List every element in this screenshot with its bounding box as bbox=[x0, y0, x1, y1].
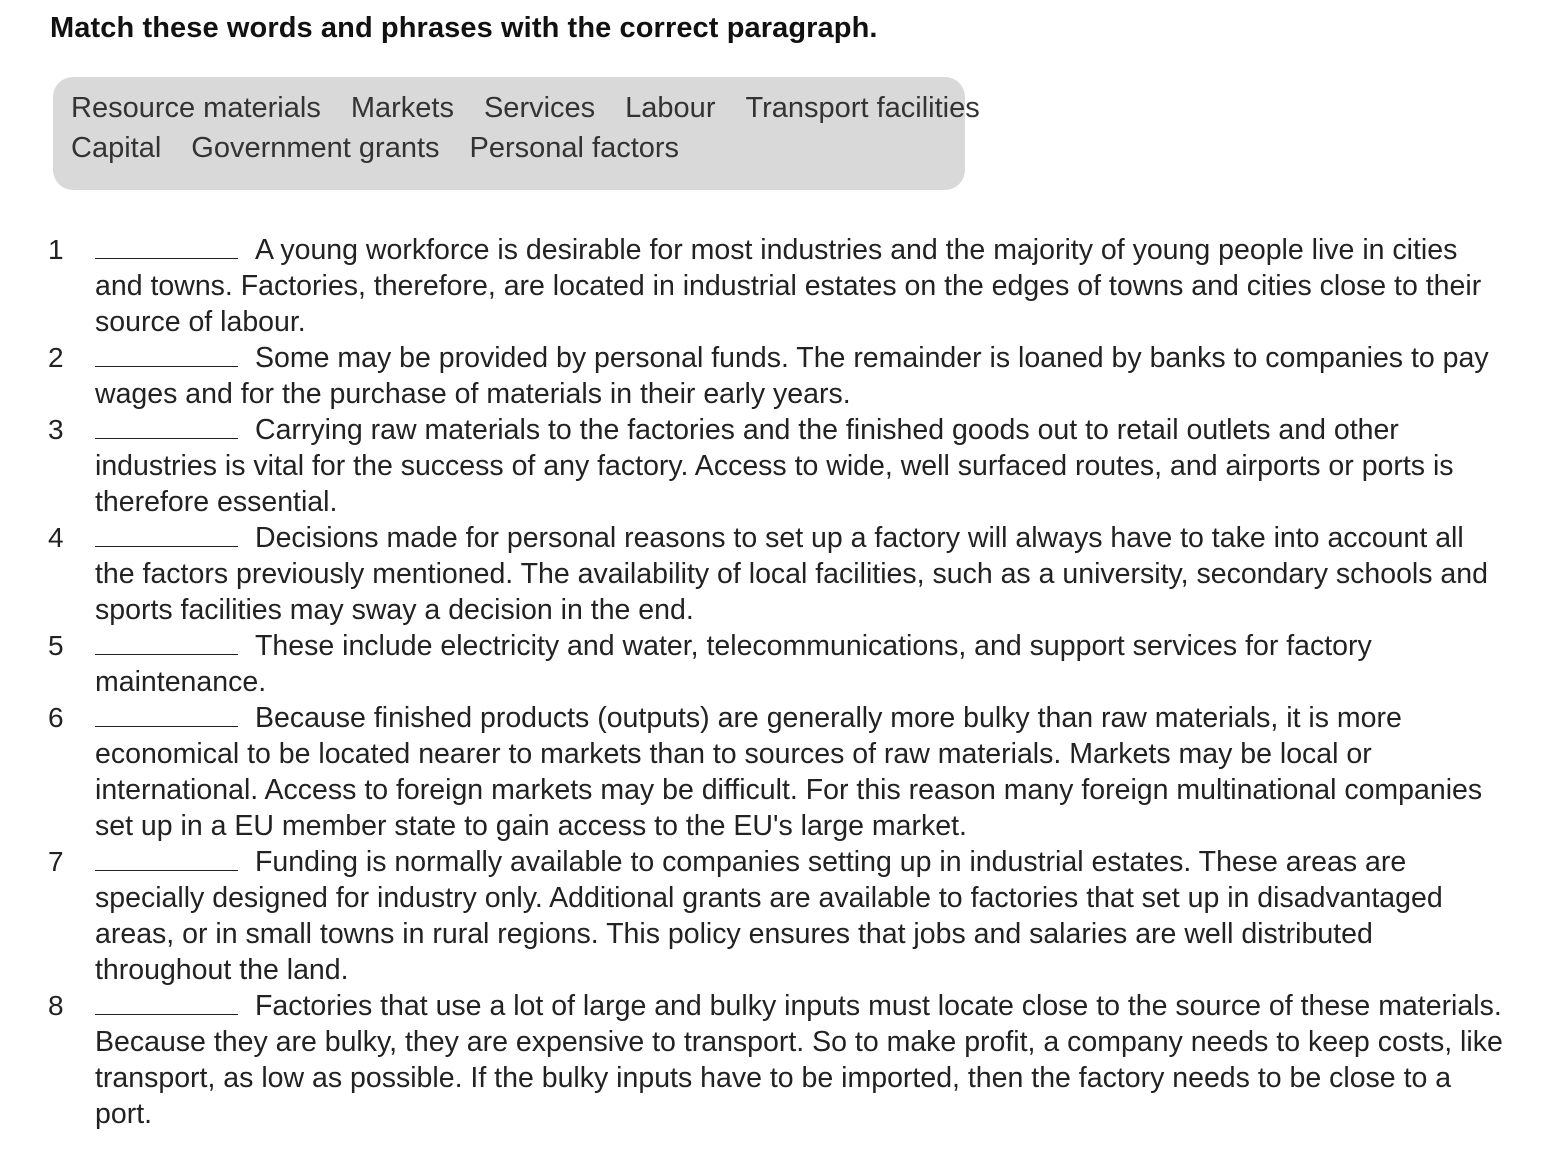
paragraph-list bbox=[0, 232, 1548, 1132]
item-number: 1 bbox=[48, 234, 64, 265]
answer-blank[interactable] bbox=[95, 994, 238, 1015]
word-markets: Markets bbox=[350, 92, 454, 124]
word-bank-row-2 bbox=[71, 128, 947, 168]
paragraph-text: Factories that use a lot of large and bulky inputs must locate close to the source of these materials. Because they are bulky, they are expensive to transport. So to make profit, a company needs to keep costs, like transport, as low as possible. If the bulky inputs have to be imported, then the factory needs to be close to a port. bbox=[95, 990, 1503, 1130]
instruction-heading: Match these words and phrases with the correct paragraph. bbox=[50, 12, 878, 44]
paragraph-text: Some may be provided by personal funds. The remainder is loaned by banks to companies to pay wages and for the purchase of materials in their early years. bbox=[95, 342, 1489, 410]
word-resource-materials: Resource materials bbox=[71, 92, 321, 124]
item-number: 5 bbox=[48, 630, 64, 661]
paragraph-item bbox=[0, 628, 1548, 700]
word-transport-facilities: Transport facilities bbox=[745, 92, 980, 124]
word-bank bbox=[53, 77, 980, 190]
paragraph-text: A young workforce is desirable for most industries and the majority of young people live in cities and towns. Factories, therefore, are located in industrial estates on the edges of towns and cities close to their source of labour. bbox=[95, 234, 1482, 338]
item-number: 6 bbox=[48, 702, 64, 733]
word-bank-row-1 bbox=[71, 88, 980, 128]
word-capital: Capital bbox=[71, 132, 162, 164]
answer-blank[interactable] bbox=[95, 346, 238, 367]
paragraph-text: Decisions made for personal reasons to set up a factory will always have to take into account all the factors previously mentioned. The availability of local facilities, such as a university, secondary schools and sports facilities may sway a decision in the end. bbox=[95, 522, 1488, 626]
paragraph-text: These include electricity and water, telecommunications, and support services for factory maintenance. bbox=[95, 630, 1372, 698]
item-number: 3 bbox=[48, 414, 64, 445]
word-personal-factors: Personal factors bbox=[469, 132, 680, 164]
item-number: 2 bbox=[48, 342, 64, 373]
answer-blank[interactable] bbox=[95, 706, 238, 727]
paragraph-text: Funding is normally available to companies setting up in industrial estates. These areas are specially designed for industry only. Additional grants are available to factories that set up in disadvantaged areas, or in small towns in rural regions. This policy ensures that jobs and salaries are well distributed throughout the land. bbox=[95, 846, 1443, 986]
paragraph-item bbox=[0, 520, 1548, 628]
paragraph-item bbox=[0, 232, 1548, 340]
answer-blank[interactable] bbox=[95, 418, 238, 439]
item-number: 4 bbox=[48, 522, 64, 553]
paragraph-item bbox=[0, 844, 1548, 988]
answer-blank[interactable] bbox=[95, 526, 238, 547]
paragraph-item bbox=[0, 340, 1548, 412]
paragraph-item bbox=[0, 988, 1548, 1132]
word-services: Services bbox=[483, 92, 596, 124]
answer-blank[interactable] bbox=[95, 238, 238, 259]
answer-blank[interactable] bbox=[95, 634, 238, 655]
paragraph-item bbox=[0, 412, 1548, 520]
paragraph-item bbox=[0, 700, 1548, 844]
word-government-grants: Government grants bbox=[191, 132, 440, 164]
paragraph-text: Because finished products (outputs) are generally more bulky than raw materials, it is more economical to be located nearer to markets than to sources of raw materials. Markets may be local or international. Access to foreign markets may be difficult. For this reason many foreign multinational companies set up in a EU member state to gain access to the EU's large market. bbox=[95, 702, 1483, 842]
item-number: 8 bbox=[48, 990, 64, 1021]
item-number: 7 bbox=[48, 846, 64, 877]
word-labour: Labour bbox=[625, 92, 716, 124]
answer-blank[interactable] bbox=[95, 850, 238, 871]
paragraph-text: Carrying raw materials to the factories and the finished goods out to retail outlets and other industries is vital for the success of any factory. Access to wide, well surfaced routes, and airports or ports is therefore essential. bbox=[95, 414, 1454, 518]
